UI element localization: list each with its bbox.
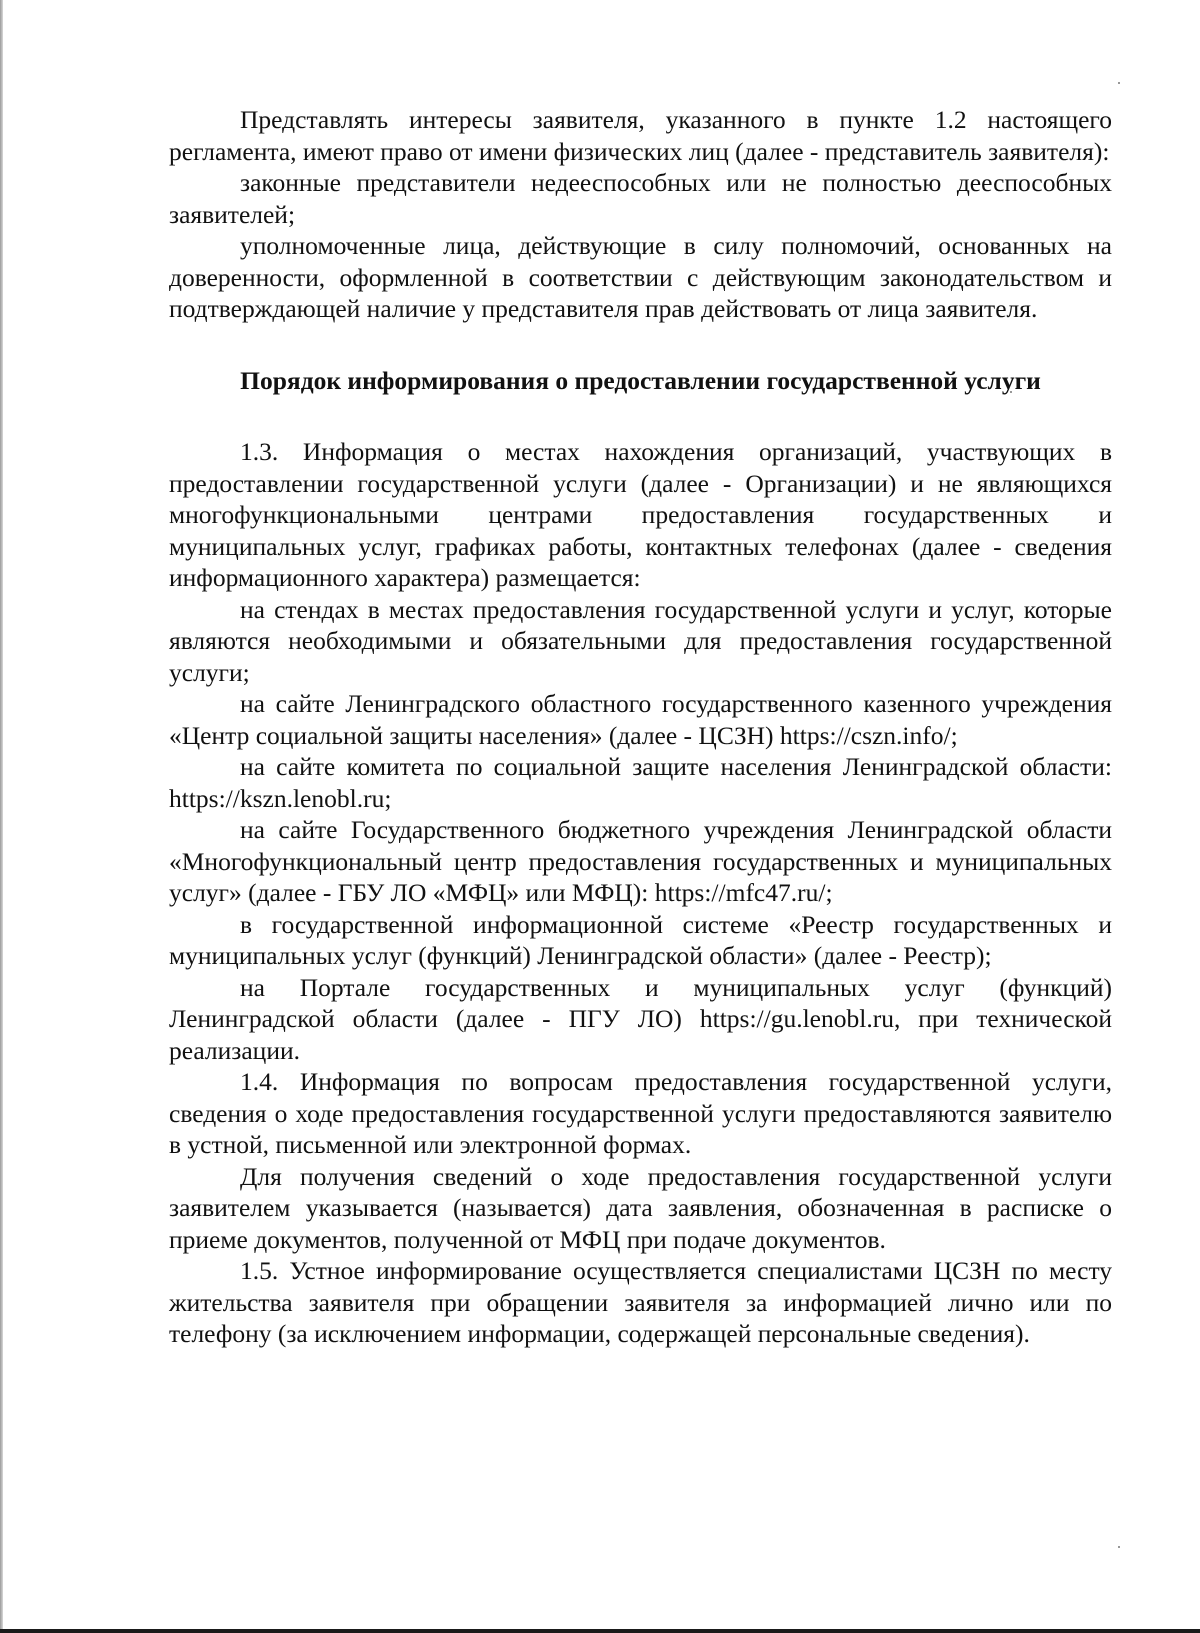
section-heading: Порядок информирования о предоставлении государственной услуги	[240, 365, 1041, 395]
paragraph-registry: в государственной информационной системе «Реестр государственных и муниципальных услуг (функций) Ленинградской области» (далее - Реестр);	[169, 909, 1112, 970]
paragraph-status-info: Для получения сведений о ходе предоставления государственной услуги заявителем указывается (называется) дата заявления, обозначенная в расписке о приеме документов, полученной от МФЦ при подаче документов.	[169, 1161, 1112, 1254]
scan-edge-bottom	[0, 1629, 1200, 1633]
scan-speck	[1118, 1546, 1120, 1548]
paragraph-1-3: 1.3. Информация о местах нахождения организаций, участвующих в предоставлении государственной услуги (далее - Организации) и не являющихся многофункциональными центрами предоставления государственных и муниципальных услуг, графиках работы, контактных телефонах (далее - сведения информационного характера) размещается:	[169, 437, 1112, 592]
paragraph-cszn-site: на сайте Ленинградского областного государственного казенного учреждения «Центр социальной защиты населения» (далее - ЦСЗН) https://cszn.info/;	[169, 689, 1112, 750]
paragraph-pgu-portal: на Портале государственных и муниципальных услуг (функций) Ленинградской области (далее - ПГУ ЛО) https://gu.lenobl.ru, при технической реализации.	[169, 972, 1112, 1065]
scan-edge-left	[0, 0, 3, 1633]
document-body	[169, 104, 1112, 1350]
paragraph-legal-representatives: законные представители недееспособных или не полностью дееспособных заявителей;	[169, 168, 1112, 229]
paragraph-mfc-site: на сайте Государственного бюджетного учреждения Ленинградской области «Многофункциональный центр предоставления государственных и муниципальных услуг» (далее - ГБУ ЛО «МФЦ» или МФЦ): https://mfc47.ru/;	[169, 815, 1112, 907]
paragraph-stands: на стендах в местах предоставления государственной услуги и услуг, которые являются необходимыми и обязательными для предоставления государственной услуги;	[169, 594, 1112, 687]
paragraph-kszn-site: на сайте комитета по социальной защите населения Ленинградской области: https://kszn.lenobl.ru;	[169, 752, 1112, 813]
paragraph-1-4: 1.4. Информация по вопросам предоставления государственной услуги, сведения о ходе предоставления государственной услуги предоставляются заявителю в устной, письменной или электронной формах.	[169, 1067, 1112, 1159]
paragraph-1-5: 1.5. Устное информирование осуществляется специалистами ЦСЗН по месту жительства заявителя при обращении заявителя за информацией лично или по телефону (за исключением информации, содержащей персональные сведения).	[169, 1256, 1112, 1348]
paragraph-authorized-persons: уполномоченные лица, действующие в силу полномочий, основанных на доверенности, оформленной в соответствии с действующим законодательством и подтверждающей наличие у представителя прав действовать от лица заявителя.	[169, 231, 1112, 323]
scan-speck	[1118, 82, 1120, 84]
paragraph-representative: Представлять интересы заявителя, указанного в пункте 1.2 настоящего регламента, имеют право от имени физических лиц (далее - представитель заявителя):	[169, 105, 1112, 166]
